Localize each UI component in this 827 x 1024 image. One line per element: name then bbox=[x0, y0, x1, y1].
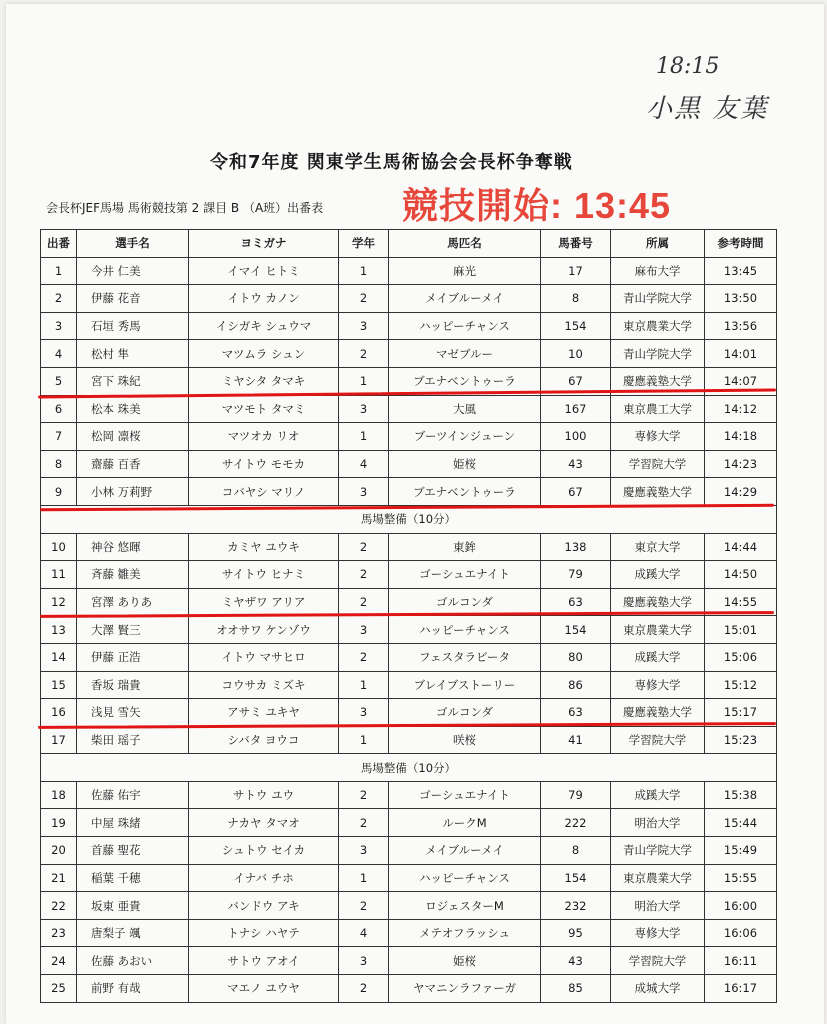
header-school: 所属 bbox=[611, 230, 705, 258]
header-horse-name: 馬匹名 bbox=[389, 230, 541, 258]
school-cell: 東京農業大学 bbox=[611, 616, 705, 644]
horse-name-cell: ゴーシュエナイト bbox=[389, 781, 541, 809]
maintenance-break-label: 馬場整備（10分） bbox=[41, 754, 777, 782]
grade-cell: 4 bbox=[339, 450, 389, 478]
order-cell: 19 bbox=[41, 809, 77, 837]
horse-name-cell: ハッピーチャンス bbox=[389, 312, 541, 340]
time-cell: 14:55 bbox=[705, 588, 777, 616]
time-cell: 15:44 bbox=[705, 809, 777, 837]
grade-cell: 1 bbox=[339, 257, 389, 285]
horse-number-cell: 85 bbox=[541, 975, 611, 1003]
horse-number-cell: 8 bbox=[541, 285, 611, 313]
horse-number-cell: 154 bbox=[541, 616, 611, 644]
school-cell: 明治大学 bbox=[611, 892, 705, 920]
time-cell: 14:29 bbox=[705, 478, 777, 506]
time-cell: 14:23 bbox=[705, 450, 777, 478]
order-cell: 9 bbox=[41, 478, 77, 506]
rider-name-cell: 伊藤 花音 bbox=[77, 285, 189, 313]
table-row bbox=[41, 809, 777, 837]
school-cell: 麻布大学 bbox=[611, 257, 705, 285]
grade-cell: 1 bbox=[339, 671, 389, 699]
time-cell: 16:00 bbox=[705, 892, 777, 920]
reading-cell: カミヤ ユウキ bbox=[189, 533, 339, 561]
order-cell: 25 bbox=[41, 975, 77, 1003]
school-cell: 東京農工大学 bbox=[611, 395, 705, 423]
maintenance-break-label: 馬場整備（10分） bbox=[41, 505, 777, 533]
order-cell: 12 bbox=[41, 588, 77, 616]
table-body bbox=[41, 257, 777, 1002]
horse-number-cell: 67 bbox=[541, 367, 611, 395]
time-cell: 14:12 bbox=[705, 395, 777, 423]
horse-name-cell: メテオフラッシュ bbox=[389, 919, 541, 947]
school-cell: 青山学院大学 bbox=[611, 837, 705, 865]
rider-name-cell: 松本 珠美 bbox=[77, 395, 189, 423]
reading-cell: ナカヤ タマオ bbox=[189, 809, 339, 837]
reading-cell: ミヤシタ タマキ bbox=[189, 367, 339, 395]
horse-name-cell: フェスタラビータ bbox=[389, 643, 541, 671]
school-cell: 学習院大学 bbox=[611, 726, 705, 754]
table-row bbox=[41, 533, 777, 561]
horse-name-cell: 大風 bbox=[389, 395, 541, 423]
reading-cell: コウサカ ミズキ bbox=[189, 671, 339, 699]
order-cell: 14 bbox=[41, 643, 77, 671]
rider-name-cell: 斉藤 雛美 bbox=[77, 561, 189, 589]
time-cell: 14:07 bbox=[705, 367, 777, 395]
horse-number-cell: 63 bbox=[541, 699, 611, 727]
order-cell: 16 bbox=[41, 699, 77, 727]
school-cell: 慶應義塾大学 bbox=[611, 588, 705, 616]
table-row bbox=[41, 643, 777, 671]
order-cell: 8 bbox=[41, 450, 77, 478]
document-title: 令和7年度 関東学生馬術協会会長杯争奪戦 bbox=[210, 152, 573, 173]
reading-cell: マツモト タマミ bbox=[189, 395, 339, 423]
table-row bbox=[41, 892, 777, 920]
reading-cell: アサミ ユキヤ bbox=[189, 699, 339, 727]
reading-cell: マツオカ リオ bbox=[189, 423, 339, 451]
horse-number-cell: 154 bbox=[541, 864, 611, 892]
order-cell: 15 bbox=[41, 671, 77, 699]
school-cell: 学習院大学 bbox=[611, 450, 705, 478]
horse-name-cell: ブエナベントゥーラ bbox=[389, 478, 541, 506]
school-cell: 専修大学 bbox=[611, 671, 705, 699]
table-row bbox=[41, 450, 777, 478]
time-cell: 15:01 bbox=[705, 616, 777, 644]
horse-number-cell: 10 bbox=[541, 340, 611, 368]
rider-name-cell: 柴田 瑶子 bbox=[77, 726, 189, 754]
school-cell: 慶應義塾大学 bbox=[611, 699, 705, 727]
rider-name-cell: 前野 有哉 bbox=[77, 975, 189, 1003]
table-row bbox=[41, 837, 777, 865]
grade-cell: 3 bbox=[339, 699, 389, 727]
handwritten-name: 小黒 友葉 bbox=[646, 94, 769, 124]
order-cell: 24 bbox=[41, 947, 77, 975]
rider-name-cell: 松岡 凛桜 bbox=[77, 423, 189, 451]
horse-number-cell: 8 bbox=[541, 837, 611, 865]
horse-name-cell: ヤマニンラファーガ bbox=[389, 975, 541, 1003]
start-time-annotation: 競技開始: 13:45 bbox=[402, 185, 672, 226]
rider-name-cell: 首藤 聖花 bbox=[77, 837, 189, 865]
order-cell: 20 bbox=[41, 837, 77, 865]
order-cell: 18 bbox=[41, 781, 77, 809]
handwritten-time: 18:15 bbox=[656, 54, 720, 79]
school-cell: 成蹊大学 bbox=[611, 561, 705, 589]
order-cell: 4 bbox=[41, 340, 77, 368]
school-cell: 学習院大学 bbox=[611, 947, 705, 975]
grade-cell: 2 bbox=[339, 561, 389, 589]
table-row bbox=[41, 616, 777, 644]
school-cell: 成蹊大学 bbox=[611, 643, 705, 671]
rider-name-cell: 宮下 珠紀 bbox=[77, 367, 189, 395]
order-cell: 22 bbox=[41, 892, 77, 920]
horse-number-cell: 17 bbox=[541, 257, 611, 285]
table-row bbox=[41, 423, 777, 451]
horse-number-cell: 222 bbox=[541, 809, 611, 837]
horse-name-cell: 姫桜 bbox=[389, 450, 541, 478]
grade-cell: 2 bbox=[339, 809, 389, 837]
horse-number-cell: 79 bbox=[541, 561, 611, 589]
order-cell: 3 bbox=[41, 312, 77, 340]
grade-cell: 2 bbox=[339, 643, 389, 671]
grade-cell: 2 bbox=[339, 892, 389, 920]
header-order: 出番 bbox=[41, 230, 77, 258]
grade-cell: 3 bbox=[339, 947, 389, 975]
order-cell: 6 bbox=[41, 395, 77, 423]
time-cell: 15:38 bbox=[705, 781, 777, 809]
order-cell: 1 bbox=[41, 257, 77, 285]
horse-name-cell: ゴルコンダ bbox=[389, 699, 541, 727]
school-cell: 東京農業大学 bbox=[611, 864, 705, 892]
horse-number-cell: 167 bbox=[541, 395, 611, 423]
grade-cell: 2 bbox=[339, 588, 389, 616]
rider-name-cell: 伊藤 正浩 bbox=[77, 643, 189, 671]
grade-cell: 3 bbox=[339, 837, 389, 865]
time-cell: 14:18 bbox=[705, 423, 777, 451]
order-cell: 17 bbox=[41, 726, 77, 754]
horse-number-cell: 79 bbox=[541, 781, 611, 809]
horse-name-cell: メイブルーメイ bbox=[389, 837, 541, 865]
table-row bbox=[41, 726, 777, 754]
reading-cell: シュトウ セイカ bbox=[189, 837, 339, 865]
horse-number-cell: 86 bbox=[541, 671, 611, 699]
grade-cell: 2 bbox=[339, 533, 389, 561]
order-cell: 5 bbox=[41, 367, 77, 395]
table-row bbox=[41, 312, 777, 340]
reading-cell: イマイ ヒトミ bbox=[189, 257, 339, 285]
horse-number-cell: 67 bbox=[541, 478, 611, 506]
reading-cell: シバタ ヨウコ bbox=[189, 726, 339, 754]
order-cell: 7 bbox=[41, 423, 77, 451]
horse-name-cell: ゴルコンダ bbox=[389, 588, 541, 616]
horse-number-cell: 232 bbox=[541, 892, 611, 920]
horse-number-cell: 95 bbox=[541, 919, 611, 947]
table-row bbox=[41, 285, 777, 313]
table-row bbox=[41, 864, 777, 892]
school-cell: 成城大学 bbox=[611, 975, 705, 1003]
horse-number-cell: 154 bbox=[541, 312, 611, 340]
reading-cell: イナバ チホ bbox=[189, 864, 339, 892]
reading-cell: ミヤザワ アリア bbox=[189, 588, 339, 616]
table-row bbox=[41, 340, 777, 368]
rider-name-cell: 佐藤 佑宇 bbox=[77, 781, 189, 809]
time-cell: 15:55 bbox=[705, 864, 777, 892]
order-cell: 21 bbox=[41, 864, 77, 892]
rider-name-cell: 稲葉 千穂 bbox=[77, 864, 189, 892]
grade-cell: 3 bbox=[339, 478, 389, 506]
grade-cell: 2 bbox=[339, 285, 389, 313]
rider-name-cell: 香坂 瑞貴 bbox=[77, 671, 189, 699]
horse-name-cell: 姫桜 bbox=[389, 947, 541, 975]
rider-name-cell: 中屋 珠緒 bbox=[77, 809, 189, 837]
school-cell: 東京農業大学 bbox=[611, 312, 705, 340]
horse-number-cell: 100 bbox=[541, 423, 611, 451]
grade-cell: 1 bbox=[339, 726, 389, 754]
horse-name-cell: ゴーシュエナイト bbox=[389, 561, 541, 589]
header-reading: ヨミガナ bbox=[189, 230, 339, 258]
reading-cell: オオサワ ケンゾウ bbox=[189, 616, 339, 644]
table-row bbox=[41, 947, 777, 975]
time-cell: 15:23 bbox=[705, 726, 777, 754]
time-cell: 14:50 bbox=[705, 561, 777, 589]
table-row bbox=[41, 919, 777, 947]
horse-name-cell: ブエナベントゥーラ bbox=[389, 367, 541, 395]
school-cell: 明治大学 bbox=[611, 809, 705, 837]
time-cell: 15:06 bbox=[705, 643, 777, 671]
horse-number-cell: 138 bbox=[541, 533, 611, 561]
rider-name-cell: 佐藤 あおい bbox=[77, 947, 189, 975]
order-cell: 10 bbox=[41, 533, 77, 561]
grade-cell: 2 bbox=[339, 340, 389, 368]
order-cell: 2 bbox=[41, 285, 77, 313]
reading-cell: トナシ ハヤテ bbox=[189, 919, 339, 947]
rider-name-cell: 神谷 悠暉 bbox=[77, 533, 189, 561]
time-cell: 14:01 bbox=[705, 340, 777, 368]
time-cell: 15:17 bbox=[705, 699, 777, 727]
horse-number-cell: 43 bbox=[541, 450, 611, 478]
reading-cell: イシガキ シュウマ bbox=[189, 312, 339, 340]
table-row bbox=[41, 478, 777, 506]
rider-name-cell: 石垣 秀馬 bbox=[77, 312, 189, 340]
horse-number-cell: 63 bbox=[541, 588, 611, 616]
school-cell: 青山学院大学 bbox=[611, 285, 705, 313]
rider-name-cell: 唐梨子 颯 bbox=[77, 919, 189, 947]
horse-name-cell: ロジェスターM bbox=[389, 892, 541, 920]
horse-name-cell: 咲桜 bbox=[389, 726, 541, 754]
time-cell: 16:11 bbox=[705, 947, 777, 975]
rider-name-cell: 大澤 賢三 bbox=[77, 616, 189, 644]
rider-name-cell: 松村 隼 bbox=[77, 340, 189, 368]
table-row bbox=[41, 561, 777, 589]
time-cell: 13:56 bbox=[705, 312, 777, 340]
school-cell: 慶應義塾大学 bbox=[611, 478, 705, 506]
table-row bbox=[41, 781, 777, 809]
horse-name-cell: ブレイブストーリー bbox=[389, 671, 541, 699]
time-cell: 16:06 bbox=[705, 919, 777, 947]
school-cell: 専修大学 bbox=[611, 423, 705, 451]
reading-cell: マツムラ シュン bbox=[189, 340, 339, 368]
horse-name-cell: 麻光 bbox=[389, 257, 541, 285]
time-cell: 13:45 bbox=[705, 257, 777, 285]
reading-cell: マエノ ユウヤ bbox=[189, 975, 339, 1003]
rider-name-cell: 宮澤 ありあ bbox=[77, 588, 189, 616]
table-row bbox=[41, 257, 777, 285]
document-subtitle: 会長杯JEF馬場 馬術競技第 2 課目 B （A班）出番表 bbox=[46, 201, 324, 215]
school-cell: 慶應義塾大学 bbox=[611, 367, 705, 395]
reading-cell: サトウ アオイ bbox=[189, 947, 339, 975]
school-cell: 東京大学 bbox=[611, 533, 705, 561]
horse-name-cell: メイブルーメイ bbox=[389, 285, 541, 313]
horse-name-cell: ルークM bbox=[389, 809, 541, 837]
grade-cell: 3 bbox=[339, 616, 389, 644]
horse-number-cell: 80 bbox=[541, 643, 611, 671]
time-cell: 13:50 bbox=[705, 285, 777, 313]
grade-cell: 3 bbox=[339, 395, 389, 423]
rider-name-cell: 小林 万莉野 bbox=[77, 478, 189, 506]
horse-name-cell: ブーツインジューン bbox=[389, 423, 541, 451]
grade-cell: 2 bbox=[339, 781, 389, 809]
table-header-row bbox=[41, 230, 777, 258]
header-reference-time: 参考時間 bbox=[705, 230, 777, 258]
rider-name-cell: 坂東 亜貴 bbox=[77, 892, 189, 920]
time-cell: 15:12 bbox=[705, 671, 777, 699]
horse-name-cell: マゼブルー bbox=[389, 340, 541, 368]
header-horse-number: 馬番号 bbox=[541, 230, 611, 258]
rider-name-cell: 浅見 雪矢 bbox=[77, 699, 189, 727]
table-row bbox=[41, 671, 777, 699]
order-cell: 23 bbox=[41, 919, 77, 947]
horse-name-cell: ハッピーチャンス bbox=[389, 616, 541, 644]
horse-number-cell: 41 bbox=[541, 726, 611, 754]
time-cell: 15:49 bbox=[705, 837, 777, 865]
reading-cell: イトウ カノン bbox=[189, 285, 339, 313]
grade-cell: 4 bbox=[339, 919, 389, 947]
order-cell: 13 bbox=[41, 616, 77, 644]
reading-cell: サイトウ ヒナミ bbox=[189, 561, 339, 589]
maintenance-break-row bbox=[41, 754, 777, 782]
reading-cell: コバヤシ マリノ bbox=[189, 478, 339, 506]
reading-cell: サトウ ユウ bbox=[189, 781, 339, 809]
reading-cell: バンドウ アキ bbox=[189, 892, 339, 920]
header-rider-name: 選手名 bbox=[77, 230, 189, 258]
grade-cell: 1 bbox=[339, 864, 389, 892]
rider-name-cell: 今井 仁美 bbox=[77, 257, 189, 285]
time-cell: 14:44 bbox=[705, 533, 777, 561]
horse-name-cell: 東鉾 bbox=[389, 533, 541, 561]
school-cell: 専修大学 bbox=[611, 919, 705, 947]
order-cell: 11 bbox=[41, 561, 77, 589]
table-row bbox=[41, 975, 777, 1003]
school-cell: 青山学院大学 bbox=[611, 340, 705, 368]
horse-number-cell: 43 bbox=[541, 947, 611, 975]
time-cell: 16:17 bbox=[705, 975, 777, 1003]
grade-cell: 1 bbox=[339, 423, 389, 451]
table-row bbox=[41, 395, 777, 423]
rider-name-cell: 齋藤 百香 bbox=[77, 450, 189, 478]
reading-cell: サイトウ モモカ bbox=[189, 450, 339, 478]
grade-cell: 1 bbox=[339, 367, 389, 395]
horse-name-cell: ハッピーチャンス bbox=[389, 864, 541, 892]
grade-cell: 2 bbox=[339, 975, 389, 1003]
header-grade: 学年 bbox=[339, 230, 389, 258]
reading-cell: イトウ マサヒロ bbox=[189, 643, 339, 671]
school-cell: 成蹊大学 bbox=[611, 781, 705, 809]
grade-cell: 3 bbox=[339, 312, 389, 340]
